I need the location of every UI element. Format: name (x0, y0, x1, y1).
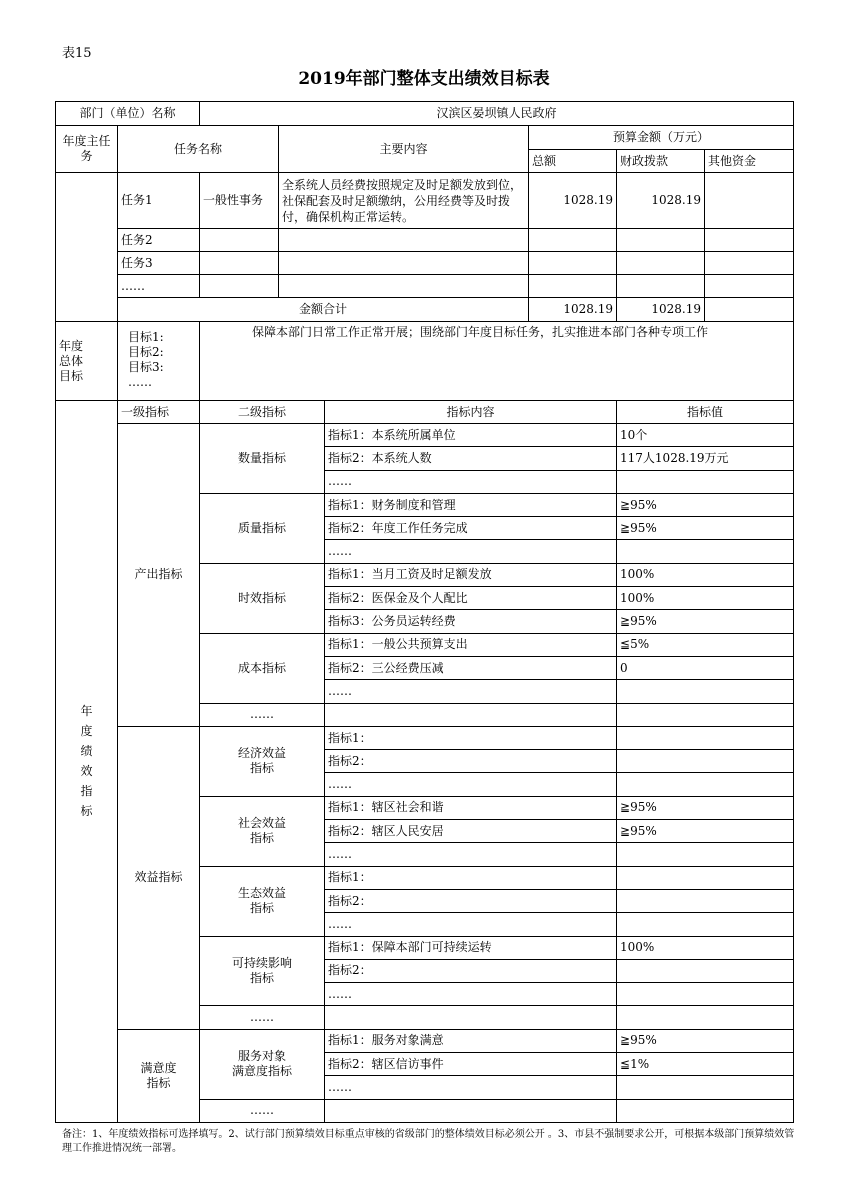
task-name (200, 252, 279, 275)
indicator-content: 指标1：本系统所属单位 (325, 424, 617, 447)
indicator-value: ≦5% (617, 633, 794, 656)
task-other (705, 229, 794, 252)
more-indicator: …… (200, 1006, 325, 1029)
level2-indicator-line: 指标 (250, 831, 275, 846)
level2-indicator-line: 社会效益 (238, 816, 287, 831)
more-indicator: …… (200, 703, 325, 726)
task-fiscal (617, 229, 705, 252)
annual-performance-indicator-label (56, 401, 118, 1123)
indicator-content: 指标2：辖区人民安居 (325, 820, 617, 843)
task-row (56, 275, 794, 298)
unit-name: 汉滨区晏坝镇人民政府 (200, 102, 794, 126)
indicator-value: ≧95% (617, 517, 794, 540)
annual-goal-label-line: 总体 (59, 353, 84, 368)
task-id: 任务3 (118, 252, 200, 275)
indicator-value: 100% (617, 587, 794, 610)
indicator-content: …… (325, 843, 617, 866)
content-header: 指标内容 (325, 401, 617, 424)
indicator-value: ≧95% (617, 493, 794, 516)
annual-goal-label-line: 年度 (59, 338, 84, 353)
indicator-value (617, 470, 794, 493)
sum-fiscal: 1028.19 (617, 298, 705, 322)
task-name (200, 229, 279, 252)
section-label-char: 标 (80, 804, 93, 819)
level1-indicator: 效益指标 (118, 726, 200, 1029)
budget-header: 预算金额（万元） (529, 126, 794, 150)
indicator-content: 指标1：保障本部门可持续运转 (325, 936, 617, 959)
annual-goal-label (56, 322, 118, 401)
indicator-content (325, 1099, 617, 1122)
indicator-value: ≦1% (617, 1053, 794, 1076)
indicator-content: …… (325, 913, 617, 936)
task-id: 任务1 (118, 173, 200, 229)
target-line: 目标3: (128, 360, 164, 374)
indicator-content: …… (325, 773, 617, 796)
task-other (705, 275, 794, 298)
indicator-content: 指标2：辖区信访事件 (325, 1053, 617, 1076)
section-label-char: 绩 (80, 744, 93, 759)
other-header: 其他资金 (705, 150, 794, 173)
task-row (56, 252, 794, 275)
level2-indicator (200, 866, 325, 936)
level2-indicator-line: 指标 (250, 901, 275, 916)
indicator-value: ≧95% (617, 820, 794, 843)
level1-indicator: 产出指标 (118, 424, 200, 727)
task-row (56, 173, 794, 229)
section-label-char: 年 (80, 704, 93, 719)
task-total (529, 229, 617, 252)
sum-label: 金额合计 (118, 298, 529, 322)
indicator-content (325, 703, 617, 726)
indicator-value (617, 1099, 794, 1122)
indicator-value (617, 866, 794, 889)
level2-indicator-line: 经济效益 (238, 746, 287, 761)
indicator-content: 指标2： (325, 889, 617, 912)
level2-indicator-line: 可持续影响 (232, 955, 293, 970)
performance-goal-table (55, 101, 794, 1123)
indicator-content: 指标2： (325, 959, 617, 982)
task-id: 任务2 (118, 229, 200, 252)
task-name: 一般性事务 (200, 173, 279, 229)
indicator-value: ≧95% (617, 610, 794, 633)
indicator-value: 100% (617, 936, 794, 959)
indicator-content: 指标2：本系统人数 (325, 447, 617, 470)
task-total (529, 275, 617, 298)
sum-other (705, 298, 794, 322)
indicator-value (617, 703, 794, 726)
unit-label: 部门（单位）名称 (56, 102, 200, 126)
indicator-row (56, 726, 794, 749)
target-line: …… (128, 375, 152, 389)
total-header: 总额 (529, 150, 617, 173)
indicator-content: …… (325, 680, 617, 703)
indicator-value: ≧95% (617, 796, 794, 819)
sum-total: 1028.19 (529, 298, 617, 322)
indicator-value: 100% (617, 563, 794, 586)
level2-indicator: 数量指标 (200, 424, 325, 494)
level2-indicator-line: 指标 (250, 761, 275, 776)
target-line: 目标1: (128, 330, 164, 344)
indicator-content: …… (325, 1076, 617, 1099)
task-row (56, 229, 794, 252)
indicator-value (617, 680, 794, 703)
indicator-header-row (56, 401, 794, 424)
indicator-value: 0 (617, 656, 794, 679)
indicator-value (617, 750, 794, 773)
indicator-content: 指标1：财务制度和管理 (325, 493, 617, 516)
indicator-value (617, 913, 794, 936)
indicator-value (617, 540, 794, 563)
indicator-value (617, 889, 794, 912)
task-fiscal (617, 275, 705, 298)
indicator-row (56, 1029, 794, 1052)
task-content-header: 主要内容 (279, 126, 529, 173)
table-number-label: 表15 (62, 46, 92, 61)
fiscal-header: 财政拨款 (617, 150, 705, 173)
level2-indicator-line: 服务对象 (238, 1049, 287, 1064)
indicator-content: …… (325, 540, 617, 563)
indicator-content: 指标3：公务员运转经费 (325, 610, 617, 633)
section-label-char: 效 (80, 764, 93, 779)
indicator-row (56, 424, 794, 447)
indicator-content: …… (325, 983, 617, 1006)
task-other (705, 252, 794, 275)
indicator-value: 117人1028.19万元 (617, 447, 794, 470)
level2-indicator (200, 796, 325, 866)
indicator-content: 指标2：三公经费压减 (325, 656, 617, 679)
section-label-char: 指 (80, 784, 93, 799)
footnote: 备注：1、年度绩效指标可选择填写。2、试行部门预算绩效目标重点审核的省级部门的整体绩效目标必须公开 。3、市县不强制要求公开，可根据本级部门预算绩效管理工作推进情况统一部署。 (62, 1129, 795, 1154)
level2-indicator: 成本指标 (200, 633, 325, 703)
task-sum-row (56, 298, 794, 322)
indicator-content: 指标1：服务对象满意 (325, 1029, 617, 1052)
task-other (705, 173, 794, 229)
target-line: 目标2: (128, 345, 164, 359)
indicator-value (617, 1006, 794, 1029)
indicator-value (617, 983, 794, 1006)
indicator-value (617, 959, 794, 982)
annual-goal-row (56, 322, 794, 401)
annual-goal-content: 保障本部门日常工作正常开展；围绕部门年度目标任务，扎实推进本部门各种专项工作 (200, 322, 794, 401)
task-blank-cell (56, 173, 118, 322)
task-fiscal (617, 252, 705, 275)
level2-indicator: 质量指标 (200, 493, 325, 563)
indicator-value (617, 726, 794, 749)
indicator-content: 指标1： (325, 726, 617, 749)
indicator-content: …… (325, 470, 617, 493)
indicator-value: 10个 (617, 424, 794, 447)
indicator-value: ≧95% (617, 1029, 794, 1052)
task-name (200, 275, 279, 298)
task-content (279, 252, 529, 275)
level2-indicator (200, 1029, 325, 1099)
task-content: 全系统人员经费按照规定及时足额发放到位，社保配套及时足额缴纳，公用经费等及时拨付，确保机构正常运转。 (279, 173, 529, 229)
task-header-row (56, 126, 794, 150)
level1-indicator (118, 1029, 200, 1122)
level1-indicator-line: 满意度 (140, 1060, 177, 1075)
indicator-content: 指标2：医保金及个人配比 (325, 587, 617, 610)
task-content (279, 229, 529, 252)
indicator-content: 指标2：年度工作任务完成 (325, 517, 617, 540)
indicator-content: 指标1：一般公共预算支出 (325, 633, 617, 656)
task-fiscal: 1028.19 (617, 173, 705, 229)
level2-indicator: 时效指标 (200, 563, 325, 633)
annual-goal-label-line: 目标 (59, 368, 84, 383)
section-label-char: 度 (80, 724, 93, 739)
level2-indicator-line: 生态效益 (238, 886, 287, 901)
indicator-content: 指标1：辖区社会和谐 (325, 796, 617, 819)
indicator-content: 指标1： (325, 866, 617, 889)
value-header: 指标值 (617, 401, 794, 424)
level1-header: 一级指标 (118, 401, 200, 424)
indicator-content: 指标1：当月工资及时足额发放 (325, 563, 617, 586)
indicator-value (617, 843, 794, 866)
level2-indicator (200, 936, 325, 1006)
unit-row (56, 102, 794, 126)
indicator-value (617, 773, 794, 796)
indicator-content (325, 1006, 617, 1029)
task-id: …… (118, 275, 200, 298)
level2-indicator (200, 726, 325, 796)
more-indicator: …… (200, 1099, 325, 1122)
task-name-header: 任务名称 (118, 126, 279, 173)
indicator-content: 指标2： (325, 750, 617, 773)
level2-indicator-line: 指标 (250, 970, 275, 985)
page-title: 2019年部门整体支出绩效目标表 (298, 69, 550, 89)
task-total (529, 252, 617, 275)
table-body (56, 102, 794, 1123)
task-row-header: 年度主任务 (56, 126, 118, 173)
level2-indicator-line: 满意度指标 (232, 1064, 293, 1079)
level1-indicator-line: 指标 (146, 1075, 171, 1090)
task-content (279, 275, 529, 298)
level2-header: 二级指标 (200, 401, 325, 424)
task-total: 1028.19 (529, 173, 617, 229)
indicator-value (617, 1076, 794, 1099)
annual-goal-targets (118, 322, 200, 401)
